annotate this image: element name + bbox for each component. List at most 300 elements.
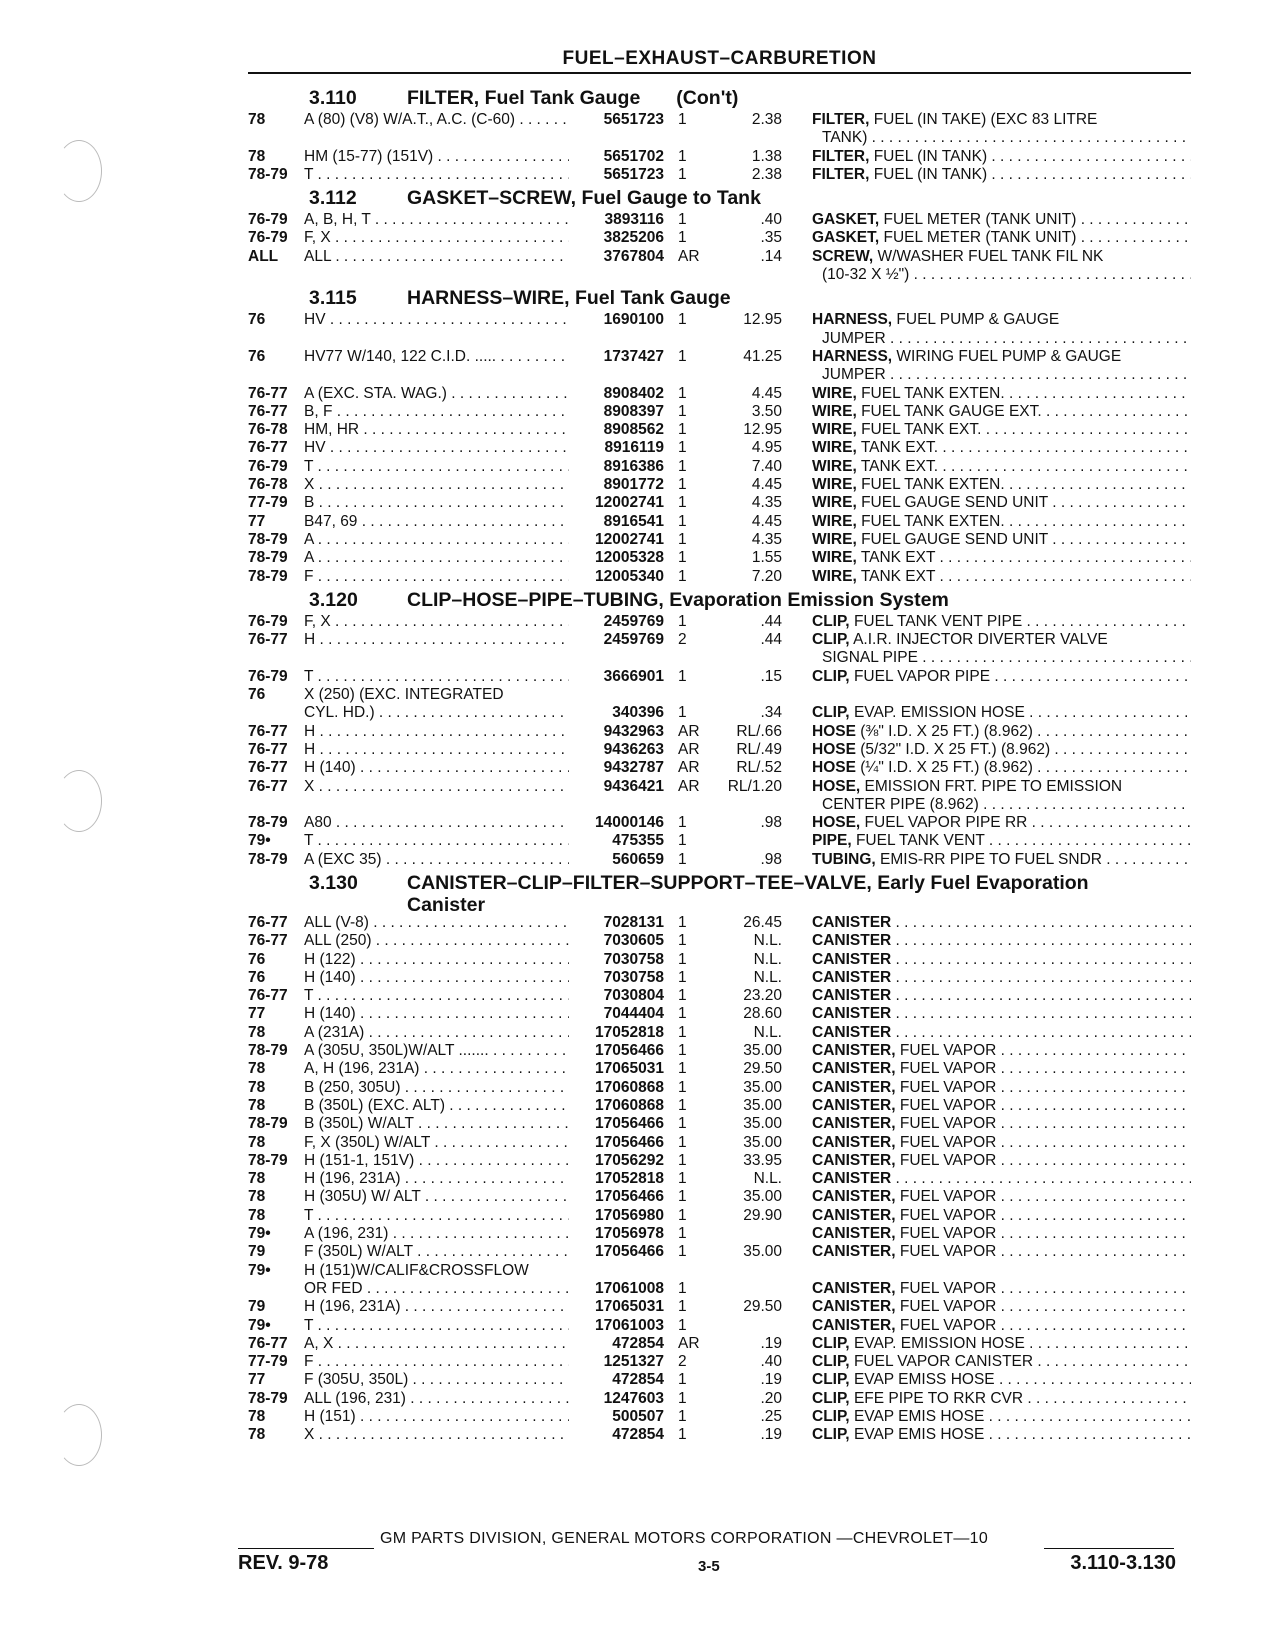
price: 2.38 [751,111,782,128]
price: 35.00 [743,1042,782,1060]
application-text: HV [304,311,326,329]
application [304,311,569,329]
description-text: A.I.R. INJECTOR DIVERTER VALVE [853,631,1108,649]
description-keyword: CANISTER, [812,1096,896,1114]
part-number: 9436263 [603,740,664,758]
description [788,494,1191,512]
quantity: 1 [678,1225,687,1243]
table-row [248,229,1191,247]
description [788,778,1191,815]
part-number: 17061008 [595,1279,664,1297]
part-number: 17061003 [595,1316,664,1334]
part-number: 12005328 [595,549,664,567]
table-row [248,1005,1191,1023]
table-row [248,1280,1191,1298]
application [304,778,569,796]
price: 1.38 [751,147,782,165]
leader-dots [979,796,1191,813]
description [788,421,1191,439]
model-years: 78-79 [248,165,288,183]
application-text: T [304,667,314,685]
quantity: 1 [678,1133,687,1151]
quantity: 1 [678,932,687,950]
quantity: 1 [678,476,687,494]
price: .19 [760,1334,782,1352]
description-line [812,513,1191,531]
description [788,513,1191,531]
price: 35.00 [743,1243,782,1261]
quantity: 1 [678,832,687,850]
description-line [812,832,1191,850]
model-years: 76-78 [248,476,288,494]
description [788,531,1191,549]
description-keyword: CANISTER, [812,1060,896,1078]
table-row [248,385,1191,403]
description-line [812,549,1191,567]
model-years: 76-78 [248,421,288,439]
model-years: 79• [248,832,271,850]
description [788,476,1191,494]
table-row [248,1024,1191,1042]
application [304,211,569,229]
model-years: 76-77 [248,439,288,457]
table-row [248,932,1191,950]
price: 33.95 [743,1151,782,1169]
description-line [812,1335,1191,1353]
quantity: 1 [678,1279,687,1297]
description-text: EVAP EMIS HOSE [853,1408,985,1425]
description-line [812,248,1191,266]
description-keyword: CANISTER [812,913,892,931]
quantity: 1 [678,667,687,685]
quantity: 1 [678,814,687,832]
part-number: 17060868 [595,1096,664,1114]
quantity: 1 [678,1042,687,1060]
table-row [248,969,1191,987]
leader-dots [1076,211,1191,228]
table-row [248,1207,1191,1225]
part-number: 12002741 [595,494,664,512]
section-name: GASKET–SCREW, Fuel Gauge to Tank [407,187,761,210]
description-text: FUEL VAPOR [899,1151,997,1169]
description-continuation [812,796,1191,814]
leader-dots [356,759,569,776]
price: 29.50 [743,1060,782,1078]
leader-dots [1102,851,1191,868]
application [304,439,569,457]
section-title [248,86,1191,111]
table-row [248,439,1191,457]
leader-dots [315,631,569,648]
leader-dots [419,1060,569,1077]
leader-dots [996,1134,1191,1151]
quantity: 1 [678,1096,687,1114]
section-number: 3.110 [309,87,357,109]
part-number: 7030758 [603,968,664,986]
model-years: 77 [248,1005,266,1023]
model-years: 78-79 [248,549,288,567]
application [304,458,569,476]
price: N.L. [753,1170,782,1188]
description-keyword: CANISTER, [812,1115,896,1133]
quantity: 2 [678,1353,687,1371]
description [788,248,1191,285]
model-years: 78 [248,1170,266,1188]
leader-dots [313,458,569,475]
application [304,476,569,494]
quantity: 1 [678,1023,687,1041]
part-number: 3767804 [603,247,664,265]
model-years: 76-77 [248,987,288,1005]
description-keyword: HOSE [812,740,856,758]
part-number: 8908562 [603,421,664,439]
description-keyword: WIRE, [812,439,857,457]
part-number: 8908397 [603,402,664,420]
application [304,385,569,403]
leader-dots [408,1371,569,1388]
description-line [812,1280,1191,1298]
part-number: 17056466 [595,1042,664,1060]
description-keyword: SCREW, [812,247,874,265]
description [788,348,1191,385]
part-number: 500507 [612,1408,664,1425]
price: N.L. [753,950,782,968]
part-number: 12002741 [595,530,664,548]
quantity: 1 [678,1408,687,1425]
price: 12.95 [743,421,782,439]
description-text: FUEL VAPOR [899,1115,997,1133]
application [304,759,569,777]
table-row [248,1134,1191,1152]
application [304,1097,569,1115]
leader-dots [313,987,569,1004]
application [304,1243,569,1261]
description [788,1170,1191,1188]
description-line [812,1225,1191,1243]
price: .15 [760,667,782,685]
leader-dots [356,951,569,968]
description-text: FUEL VAPOR CANISTER [853,1353,1034,1371]
application-text: B47, 69 [304,512,358,530]
description [788,1280,1191,1298]
description-line [812,1170,1191,1188]
application [304,494,569,512]
description [788,914,1191,932]
description-text: FUEL VAPOR [899,1225,997,1243]
application-text: F, X [304,229,331,247]
description [788,403,1191,421]
application-text: B (350L) (EXC. ALT) [304,1096,445,1114]
part-number: 3666901 [603,667,664,685]
application-text: A (EXC. STA. WAG.) [304,384,447,402]
model-years: 76 [248,311,266,329]
part-number: 9432787 [603,759,664,777]
description-line [812,613,1191,631]
description-line [812,1115,1191,1133]
application-text: F, X [304,612,331,630]
model-years: 76 [248,950,266,968]
description-line [812,311,1191,329]
application-text: F (305U, 350L) [304,1371,409,1389]
part-number: 17056466 [595,1243,664,1261]
table-row [248,759,1191,777]
leader-dots [313,568,569,585]
part-number: 472854 [612,1426,664,1444]
description [788,111,1191,148]
description-text: FUEL GAUGE SEND UNIT [861,530,1048,548]
section-title [248,588,1191,613]
description-line [812,631,1191,649]
model-years: 77-79 [248,1353,288,1371]
application [304,421,569,439]
application [304,851,569,869]
binder-hole-mark [56,1404,102,1466]
description-keyword: CANISTER [812,950,892,968]
price: .20 [760,1389,782,1407]
part-number: 5651723 [603,165,664,183]
table-row [248,111,1191,148]
description-text: EVAP EMISS HOSE [853,1371,995,1389]
table-row [248,148,1191,166]
description-text: FUEL VAPOR [899,1133,997,1151]
leader-dots [1050,741,1191,758]
model-years: 76 [248,968,266,986]
table-row [248,1408,1191,1426]
application [304,1134,569,1152]
description [788,723,1191,741]
description-line [812,1353,1191,1371]
part-number: 7030804 [603,987,664,1005]
application [304,932,569,950]
leader-dots [985,832,1191,849]
price: .35 [760,229,782,247]
model-years: 76-77 [248,777,288,795]
table-row [248,704,1191,722]
application-text: H (140) [304,1005,356,1023]
description-text: EVAP EMIS HOSE [853,1426,985,1444]
leader-dots [867,129,1191,146]
model-years: 78 [248,1023,266,1041]
model-years: 76-77 [248,722,288,740]
table-row [248,686,1191,704]
description-keyword: CLIP, [812,1389,850,1407]
part-number: 340396 [612,704,664,722]
description [788,568,1191,586]
leader-dots [886,366,1191,383]
part-number: 475355 [612,832,664,850]
description-keyword: TUBING, [812,850,876,868]
description-keyword: WIRE, [812,512,857,530]
table-row [248,1188,1191,1206]
leader-dots [313,1353,569,1370]
model-years: 79• [248,1225,271,1243]
leader-dots [996,1225,1191,1242]
application-text: T [304,1206,314,1224]
section-subtitle: Canister [407,893,486,916]
description [788,969,1191,987]
leader-dots [996,1243,1191,1260]
quantity: 1 [678,165,687,183]
table-row [248,348,1191,385]
price: 3.50 [751,402,782,420]
price: .40 [760,211,782,229]
application-text: H (122) [304,950,356,968]
description-text: EVAP. EMISSION HOSE [853,1334,1025,1352]
description-line [812,759,1191,777]
description-line [812,723,1191,741]
application-text: A [304,530,314,548]
application-text: T [304,457,314,475]
quantity: 1 [678,987,687,1005]
description-text: EMIS-RR PIPE TO FUEL SNDR [880,850,1102,868]
table-row [248,1097,1191,1115]
quantity: 1 [678,494,687,512]
application [304,704,569,722]
price: 4.45 [751,384,782,402]
leader-dots [987,148,1191,165]
leader-dots [996,1152,1191,1169]
application-text: T [304,987,314,1005]
table-row [248,814,1191,832]
leader-dots [447,385,569,402]
table-row [248,987,1191,1005]
description-text: FUEL TANK VENT [855,832,985,850]
description-text: FUEL METER (TANK UNIT) [883,211,1077,229]
leader-dots [331,613,569,630]
application [304,969,569,987]
application-text: OR FED [304,1279,363,1297]
application [304,531,569,549]
application [304,111,569,129]
leader-dots [996,1097,1191,1114]
description [788,1152,1191,1170]
application [304,1225,569,1243]
description-text: FUEL (IN TANK) [873,147,988,165]
leader-dots [331,248,569,265]
description-keyword: FILTER, [812,111,870,128]
leader-dots [445,1097,569,1114]
price: 35.00 [743,1078,782,1096]
description [788,987,1191,1005]
application-text: ALL (250) [304,932,372,950]
section-number: 3.130 [309,871,358,894]
table-row [248,668,1191,686]
model-years: 76-77 [248,740,288,758]
leader-dots [896,969,1191,986]
application [304,832,569,850]
table-row [248,1152,1191,1170]
continued-label: (Con't) [676,87,739,109]
description-keyword: WIRE, [812,421,857,439]
leader-dots [1027,814,1191,831]
quantity: 1 [678,1005,687,1023]
footer-corporation: GM PARTS DIVISION, GENERAL MOTORS CORPORATION —CHEVROLET—10 [380,1530,989,1547]
description-line [812,403,1191,421]
leader-dots [1033,723,1191,740]
description-line [812,148,1191,166]
description [788,211,1191,229]
model-years: 78 [248,1133,266,1151]
leader-dots [356,1408,569,1425]
part-number: 17056978 [595,1225,664,1243]
quantity: 1 [678,147,687,165]
part-number: 14000146 [595,814,664,832]
model-years: 76 [248,347,266,365]
price: .98 [760,850,782,868]
leader-dots [357,513,569,530]
description-keyword: WIRE, [812,457,857,475]
description-text: TANK EXT. [860,457,939,475]
application [304,1335,569,1353]
leader-dots [326,439,569,456]
price: RL/.52 [736,759,782,777]
description-keyword: WIRE, [812,567,857,585]
description-text-2: JUMPER [822,329,886,347]
leader-dots [995,1371,1191,1388]
table-row [248,741,1191,759]
description-text: (⅜" I.D. X 25 FT.) (8.962) [860,722,1033,740]
description-keyword: CLIP, [812,612,850,630]
leader-dots [1005,476,1191,493]
description-keyword: CANISTER, [812,1151,896,1169]
part-number: 472854 [612,1334,664,1352]
header-rule [248,72,1191,74]
table-row [248,1042,1191,1060]
application-text: ALL (196, 231) [304,1389,406,1407]
description-keyword: WIRE, [812,476,857,494]
quantity: 2 [678,631,687,649]
price: 23.20 [743,987,782,1005]
quantity: 1 [678,549,687,567]
application-text: A (305U, 350L)W/ALT ....... [304,1042,489,1060]
description-continuation [812,266,1191,284]
application-text: T [304,832,314,850]
description-keyword: HOSE [812,759,856,777]
part-number: 17056466 [595,1115,664,1133]
description-keyword: CANISTER, [812,1243,896,1261]
description-text: FUEL METER (TANK UNIT) [883,229,1077,247]
price: 35.00 [743,1188,782,1206]
application-text: HV77 W/140, 122 C.I.D. ..... [304,347,497,365]
leader-dots [984,1408,1191,1425]
application-text: HM (15-77) (151V) [304,147,434,165]
description-line [812,166,1191,184]
description-line [812,385,1191,403]
description-text: FUEL VAPOR PIPE [853,667,991,685]
part-number: 5651702 [603,147,664,165]
description-text: TANK EXT [860,567,936,585]
leader-dots [388,1225,569,1242]
leader-dots [315,723,569,740]
footer-rule-right [1044,1548,1174,1549]
quantity: 1 [678,1060,687,1078]
price: 7.40 [751,457,782,475]
model-years: 78 [248,147,266,165]
table-row [248,1170,1191,1188]
table-row [248,211,1191,229]
description-keyword: CANISTER [812,1170,892,1188]
quantity: 1 [678,1316,687,1334]
application-text: X (250) (EXC. INTEGRATED [304,686,504,704]
description-text: WIRING FUEL PUMP & GAUGE [896,347,1122,365]
quantity: 1 [678,1078,687,1096]
model-years: 76-77 [248,932,288,950]
description-line [812,1298,1191,1316]
leader-dots [896,1024,1191,1041]
quantity: AR [678,777,700,795]
application [304,686,569,704]
leader-dots [938,439,1191,456]
